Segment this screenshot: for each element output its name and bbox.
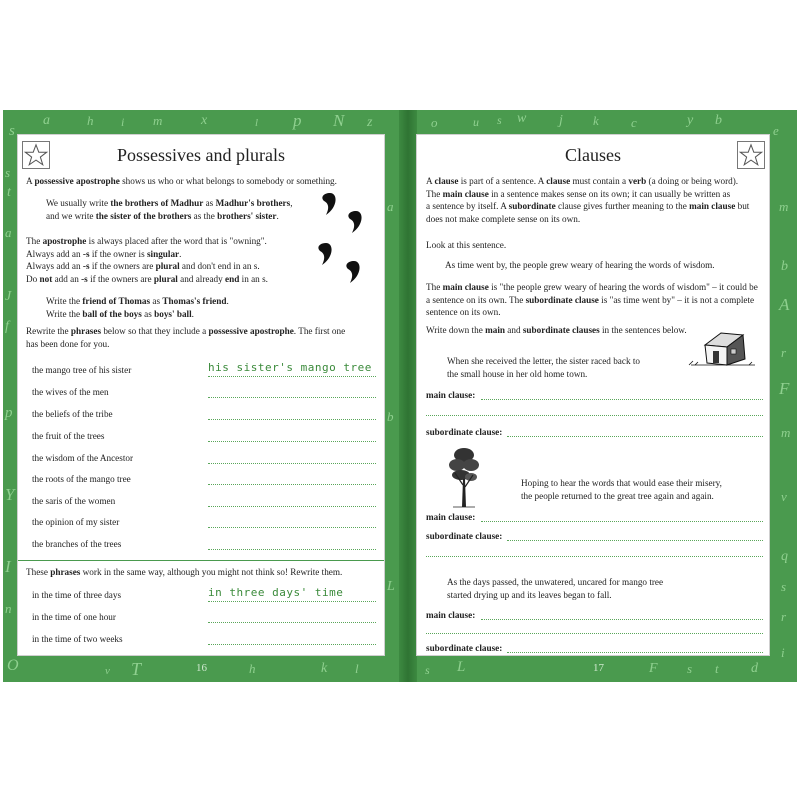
deco-letter: i bbox=[121, 115, 125, 129]
phrase-label: the saris of the women bbox=[32, 496, 116, 506]
answer-line[interactable] bbox=[481, 521, 763, 522]
page-number: 17 bbox=[593, 662, 604, 674]
deco-letter: d bbox=[751, 661, 758, 676]
deco-letter: a bbox=[387, 199, 394, 214]
sentence-3: As the days passed, the unwatered, uncared for mango tree started drying up and its leaves began to fall. bbox=[447, 577, 664, 600]
answer-line[interactable] bbox=[208, 644, 376, 645]
instruction-text-2: These phrases work in the same way, although you might not think so! Rewrite them. bbox=[26, 567, 343, 577]
deco-letter: b bbox=[715, 113, 722, 128]
answer-line[interactable] bbox=[208, 441, 376, 442]
phrase-label: the mango tree of his sister bbox=[32, 365, 132, 375]
answer-line[interactable] bbox=[208, 549, 376, 550]
deco-letter: e bbox=[773, 123, 779, 138]
answer-line[interactable] bbox=[481, 399, 763, 400]
phrase-label: the wives of the men bbox=[32, 387, 109, 397]
section-divider bbox=[18, 560, 384, 561]
deco-letter: F bbox=[779, 379, 790, 398]
deco-letter: n bbox=[5, 601, 12, 616]
example-block-2: Write the friend of Thomas as Thomas's friend. Write the ball of the boys as boys' ball. bbox=[46, 296, 229, 319]
star-icon bbox=[737, 141, 765, 169]
deco-letter: z bbox=[367, 115, 373, 130]
deco-letter: j bbox=[559, 113, 563, 128]
phrase-label: in the time of three days bbox=[32, 590, 122, 600]
answer-line[interactable] bbox=[426, 556, 763, 557]
deco-letter: b bbox=[781, 259, 788, 274]
deco-letter: s bbox=[425, 663, 430, 677]
deco-letter: v bbox=[105, 665, 110, 677]
page-title: Possessives and plurals bbox=[117, 145, 285, 165]
deco-letter: r bbox=[781, 345, 787, 360]
instruction-text: Write down the main and subordinate clauses in the sentences below. bbox=[426, 325, 687, 335]
subordinate-clause-label: subordinate clause: bbox=[426, 531, 503, 541]
deco-letter: m bbox=[779, 199, 789, 214]
deco-letter: t bbox=[7, 185, 11, 200]
deco-letter: t bbox=[715, 661, 719, 676]
deco-letter: l bbox=[355, 661, 359, 676]
answer-line[interactable] bbox=[481, 619, 763, 620]
deco-letter: k bbox=[593, 113, 599, 128]
deco-letter: u bbox=[473, 115, 479, 129]
deco-letter: O bbox=[7, 657, 19, 674]
instruction-text: Rewrite the phrases below so that they include a possessive apostrophe. The first one has been done for you. bbox=[26, 326, 346, 349]
deco-letter: Y bbox=[5, 485, 15, 504]
left-page-panel bbox=[17, 134, 385, 656]
deco-letter: q bbox=[781, 549, 788, 564]
phrase-label: the fruit of the trees bbox=[32, 431, 105, 441]
deco-letter: b bbox=[387, 409, 394, 424]
example-block-1: We usually write the brothers of Madhur as Madhur's brothers, and we write the sister of the brothers as the brothers' sister. bbox=[46, 198, 293, 221]
deco-letter: p bbox=[293, 111, 302, 130]
deco-letter: f bbox=[5, 319, 9, 334]
sentence-2: Hoping to hear the words that would ease their misery, the people returned to the great tree again and again. bbox=[521, 478, 722, 501]
phrase-label: the branches of the trees bbox=[32, 539, 122, 549]
phrase-label: the wisdom of the Ancestor bbox=[32, 453, 134, 463]
deco-letter: x bbox=[201, 113, 208, 128]
phrase-answer: in three days' time bbox=[208, 586, 344, 599]
deco-letter: a bbox=[43, 113, 50, 128]
phrase-label: the beliefs of the tribe bbox=[32, 409, 113, 419]
look-text: Look at this sentence. bbox=[426, 240, 507, 250]
answer-line[interactable] bbox=[208, 601, 376, 602]
book-gutter bbox=[399, 110, 417, 682]
deco-letter: m bbox=[153, 113, 163, 128]
answer-line[interactable] bbox=[208, 484, 376, 485]
phrase-answer: his sister's mango tree bbox=[208, 361, 372, 374]
answer-line[interactable] bbox=[208, 419, 376, 420]
deco-letter: s bbox=[687, 661, 693, 676]
deco-letter: m bbox=[781, 425, 791, 440]
answer-line[interactable] bbox=[208, 527, 376, 528]
intro-text: A clause is part of a sentence. A clause must contain a verb (a doing or being word). The main clause in a sentence makes sense on its own; it can usually be written as a sentence by itself. A subordinate clause gives further meaning to the main clause but does not make complete sense on its own. bbox=[426, 176, 750, 224]
rule-block: The apostrophe is always placed after the word that is "owning". Always add an -s if the owner is singular. Always add an -s if the owners are plural and don't end in an s. Do not add an -s if the owners are plural and already end in an s. bbox=[26, 236, 268, 284]
answer-line[interactable] bbox=[507, 436, 763, 437]
subordinate-clause-label: subordinate clause: bbox=[426, 427, 503, 437]
deco-letter: F bbox=[649, 661, 658, 676]
main-clause-label: main clause: bbox=[426, 390, 476, 400]
deco-letter: w bbox=[517, 111, 527, 126]
deco-letter: A bbox=[779, 295, 790, 314]
answer-line[interactable] bbox=[426, 415, 763, 416]
deco-letter: L bbox=[457, 659, 466, 675]
main-clause-label: main clause: bbox=[426, 610, 476, 620]
deco-letter: T bbox=[131, 659, 142, 679]
sentence-1: When she received the letter, the sister raced back to the small house in her old home town. bbox=[447, 356, 640, 379]
deco-letter: s bbox=[781, 579, 787, 594]
deco-letter: r bbox=[781, 609, 787, 624]
deco-letter: N bbox=[333, 111, 345, 130]
phrase-label: the opinion of my sister bbox=[32, 517, 120, 527]
phrase-label: the roots of the mango tree bbox=[32, 474, 131, 484]
answer-line[interactable] bbox=[507, 540, 763, 541]
deco-letter: h bbox=[249, 661, 256, 676]
deco-letter: s bbox=[9, 123, 15, 139]
deco-letter: h bbox=[87, 113, 94, 128]
answer-line[interactable] bbox=[208, 397, 376, 398]
deco-letter: L bbox=[387, 579, 395, 594]
deco-letter: s bbox=[497, 113, 502, 127]
tree-illustration bbox=[447, 445, 481, 509]
book-spread bbox=[3, 110, 797, 682]
deco-letter: c bbox=[631, 115, 637, 130]
right-page-panel bbox=[416, 134, 770, 656]
phrase-label: in the time of one hour bbox=[32, 612, 116, 622]
answer-line[interactable] bbox=[426, 633, 763, 634]
explain-text: The main clause is "the people grew weary of hearing the words of wisdom" – it could be a sentence on its own. The subordinate clause is "as time went by" – it is not a complete sentence on its own. bbox=[426, 282, 758, 317]
phrase-label: in the time of two weeks bbox=[32, 634, 123, 644]
deco-letter: J bbox=[5, 289, 12, 304]
main-clause-label: main clause: bbox=[426, 512, 476, 522]
answer-line[interactable] bbox=[507, 652, 763, 653]
answer-line[interactable] bbox=[208, 622, 376, 623]
page-number: 16 bbox=[196, 662, 207, 674]
example-sentence: As time went by, the people grew weary of hearing the words of wisdom. bbox=[445, 260, 715, 270]
answer-line[interactable] bbox=[208, 463, 376, 464]
deco-letter: i bbox=[781, 645, 785, 660]
house-illustration bbox=[687, 331, 761, 371]
deco-letter: y bbox=[687, 113, 694, 128]
deco-letter: a bbox=[5, 225, 12, 240]
deco-letter: l bbox=[255, 117, 259, 129]
deco-letter: v bbox=[781, 489, 787, 504]
intro-text: A possessive apostrophe shows us who or what belongs to somebody or something. bbox=[26, 176, 337, 186]
answer-line[interactable] bbox=[208, 376, 376, 377]
deco-letter: I bbox=[5, 557, 11, 576]
apostrophe-illustration bbox=[308, 185, 378, 295]
deco-letter: o bbox=[431, 115, 438, 130]
page-title: Clauses bbox=[565, 145, 621, 165]
answer-line[interactable] bbox=[208, 506, 376, 507]
subordinate-clause-label: subordinate clause: bbox=[426, 643, 503, 653]
deco-letter: k bbox=[321, 661, 328, 676]
deco-letter: p bbox=[5, 405, 13, 421]
deco-letter: s bbox=[5, 165, 11, 180]
